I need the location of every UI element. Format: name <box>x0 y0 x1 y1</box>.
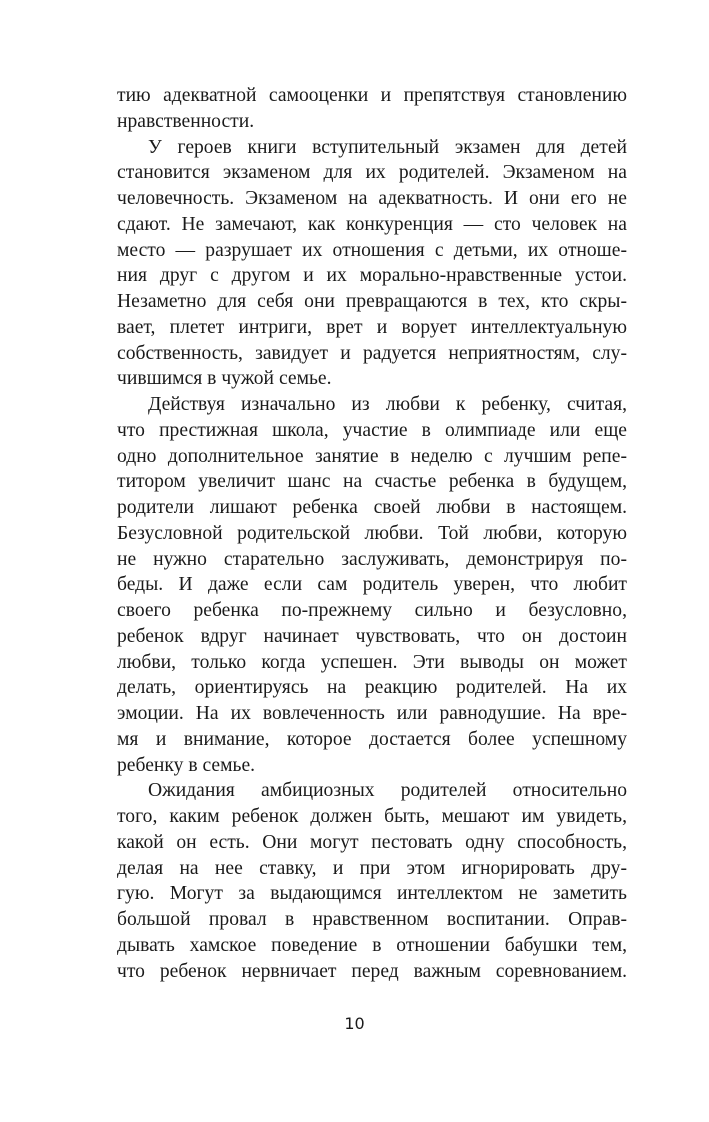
paragraph <box>117 83 627 135</box>
text-line: тию адекватной самооценки и препятствуя становлению <box>117 85 627 106</box>
text-line: беды. И даже если сам родитель уверен, что любит <box>117 574 627 596</box>
text-line: Безусловной родительской любви. Той любви, которую <box>117 522 627 544</box>
text-line: Ожидания амбициозных родителей относительно <box>148 780 627 802</box>
text-line: У героев книги вступительный экзамен для детей <box>148 136 627 158</box>
text-line: одно дополнительное занятие в неделю с лучшим репе- <box>117 445 627 467</box>
book-page-text <box>117 83 627 984</box>
page-number: 10 <box>344 1014 365 1033</box>
paragraph <box>117 392 627 778</box>
text-line: человечность. Экзаменом на адекватность. И они его не <box>117 188 627 209</box>
text-line: большой провал в нравственном воспитании. Оправ- <box>117 909 627 930</box>
text-line: место — разрушает их отношения с детьми, их отноше- <box>117 239 627 261</box>
text-line: ния друг с другом и их морально-нравственные устои. <box>117 265 627 287</box>
text-line: делать, ориентируясь на реакцию родителей. На их <box>117 677 627 699</box>
text-line: какой он есть. Они могут пестовать одну способность, <box>117 831 627 853</box>
text-line: становится экзаменом для их родителей. Экзаменом на <box>117 162 627 184</box>
text-line: что престижная школа, участие в олимпиаде или еще <box>117 419 627 441</box>
text-line: ребенок вдруг начинает чувствовать, что он достоин <box>117 625 627 647</box>
paragraph <box>117 135 627 393</box>
text-line: мя и внимание, которое достается более успешному <box>117 728 627 750</box>
text-line: вает, плетет интриги, врет и ворует интеллектуальную <box>117 316 627 338</box>
paragraph <box>117 778 627 984</box>
text-line: что ребенок нервничает перед важным соревнованием. <box>117 960 627 982</box>
text-line: любви, только когда успешен. Эти выводы он может <box>117 651 627 673</box>
text-line: сдают. Не замечают, как конкуренция — сто человек на <box>117 213 627 235</box>
text-line: дывать хамское поведение в отношении бабушки тем, <box>117 934 627 956</box>
text-line: Действуя изначально из любви к ребенку, считая, <box>148 394 627 415</box>
text-line: гую. Могут за выдающимся интеллектом не заметить <box>117 883 627 905</box>
text-line: ребенку в семье. <box>117 754 256 776</box>
text-line: эмоции. На их вовлеченность или равнодушие. На вре- <box>117 703 627 724</box>
text-line: Незаметно для себя они превращаются в тех, кто скры- <box>117 291 627 312</box>
text-line: титором увеличит шанс на счастье ребенка в будущем, <box>117 471 627 493</box>
text-line: нравственности. <box>117 110 255 132</box>
text-line: того, каким ребенок должен быть, мешают им увидеть, <box>117 806 627 827</box>
text-line: родители лишают ребенка своей любви в настоящем. <box>117 497 627 518</box>
text-line: собственность, завидует и радуется неприятностям, слу- <box>117 342 627 364</box>
text-line: делая на нее ставку, и при этом игнорировать дру- <box>117 857 627 879</box>
text-line: своего ребенка по-прежнему сильно и безусловно, <box>117 600 627 621</box>
text-line: чившимся в чужой семье. <box>117 368 332 390</box>
text-line: не нужно старательно заслуживать, демонстрируя по- <box>117 548 627 570</box>
